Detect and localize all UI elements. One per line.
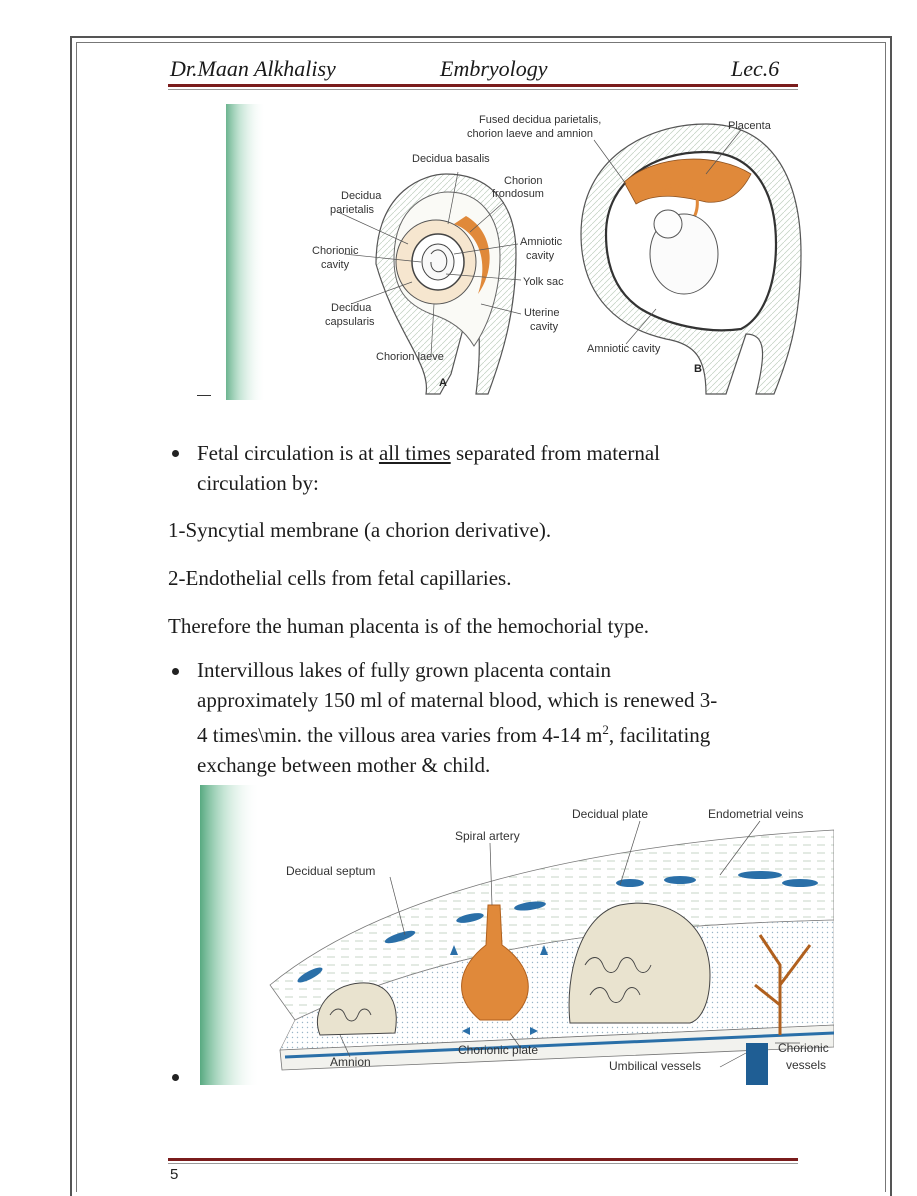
label-uterine-cavity-1: Uterine <box>524 307 560 319</box>
stray-dash <box>197 395 211 396</box>
umbilical-vessel-block <box>746 1043 768 1085</box>
scan-edge-shading <box>226 104 266 400</box>
footer-rule <box>168 1158 798 1161</box>
label-spiral-artery: Spiral artery <box>455 829 520 843</box>
p5-line3-sup: 2 <box>602 722 609 737</box>
bullet-1 <box>172 450 179 457</box>
label-chorion-frondosum-1: Chorion <box>504 175 543 187</box>
label-decidual-plate: Decidual plate <box>572 807 649 821</box>
label-fused-line2: chorion laeve and amnion <box>467 128 593 140</box>
header-rule-thin <box>168 89 798 90</box>
label-amniotic-cavity-2: cavity <box>526 250 555 262</box>
label-chorion-laeve: Chorion laeve <box>376 351 444 363</box>
p1-pre: Fetal circulation is at <box>197 441 379 465</box>
header-author: Dr.Maan Alkhalisy <box>170 56 336 81</box>
paragraph-syncytial: 1-Syncytial membrane (a chorion derivative). <box>168 518 552 542</box>
label-chorionic-plate: Chorionic plate <box>458 1043 539 1057</box>
p5-line1: Intervillous lakes of fully grown placenta contain <box>197 658 612 682</box>
bullet-3 <box>172 1074 179 1081</box>
figure-uterus-placenta <box>226 104 812 400</box>
label-amniotic-cavity-1: Amniotic <box>520 236 563 248</box>
label-yolk-sac: Yolk sac <box>523 276 564 288</box>
label-endometrial-veins: Endometrial veins <box>708 807 804 821</box>
label-amniotic-cavity-b: Amniotic cavity <box>587 343 661 355</box>
header-subject: Embryology <box>440 56 548 81</box>
label-chorionic-cavity-2: cavity <box>321 259 350 271</box>
paragraph-hemochorial: Therefore the human placenta is of the hemochorial type. <box>168 614 650 638</box>
label-decidua-basalis: Decidua basalis <box>412 153 490 165</box>
page-header <box>168 52 798 86</box>
p5-line3-pre: 4 times\min. the villous area varies from 4-14 m <box>197 723 603 747</box>
label-decidua-parietalis-1: Decidua <box>341 190 382 202</box>
header-lecture: Lec.6 <box>731 56 780 81</box>
label-chorion-frondosum-2: frondosum <box>492 188 544 200</box>
panel-a-letter: A <box>439 377 447 389</box>
label-decidua-capsularis-1: Decidua <box>331 302 372 314</box>
p1-line2: circulation by: <box>197 471 319 495</box>
scan-edge-shading-b <box>200 785 260 1085</box>
label-decidua-parietalis-2: parietalis <box>330 204 375 216</box>
label-decidua-capsularis-2: capsularis <box>325 316 375 328</box>
panel-b-letter: B <box>694 363 702 375</box>
label-chorionic-vessels-2: vessels <box>786 1058 827 1072</box>
paragraph-intervillous <box>197 655 717 780</box>
page-number: 5 <box>170 1166 179 1183</box>
paragraph-endothelial: 2-Endothelial cells from fetal capillaries. <box>168 566 512 590</box>
label-umbilical-vessels: Umbilical vessels <box>609 1059 702 1073</box>
label-chorionic-cavity-1: Chorionic <box>312 245 359 257</box>
label-chorionic-vessels-1: Chorionic <box>778 1041 829 1055</box>
p1-underlined: all times <box>378 441 451 465</box>
p5-line3-post: , facilitating <box>608 723 711 747</box>
p1-post: separated from maternal <box>450 441 661 465</box>
paragraph-fetal-circulation <box>197 438 660 498</box>
p5-line2: approximately 150 ml of maternal blood, which is renewed 3- <box>197 688 718 712</box>
label-uterine-cavity-2: cavity <box>530 321 559 333</box>
label-amnion: Amnion <box>330 1055 371 1069</box>
bullet-2 <box>172 668 179 675</box>
label-decidual-septum: Decidual septum <box>286 864 376 878</box>
figure-placenta-section <box>200 785 834 1085</box>
footer-rule-thin <box>168 1163 798 1164</box>
label-fused-line1: Fused decidua parietalis, <box>479 114 602 126</box>
p5-line4: exchange between mother & child. <box>197 753 491 777</box>
header-rule <box>168 84 798 87</box>
label-placenta: Placenta <box>728 120 771 132</box>
